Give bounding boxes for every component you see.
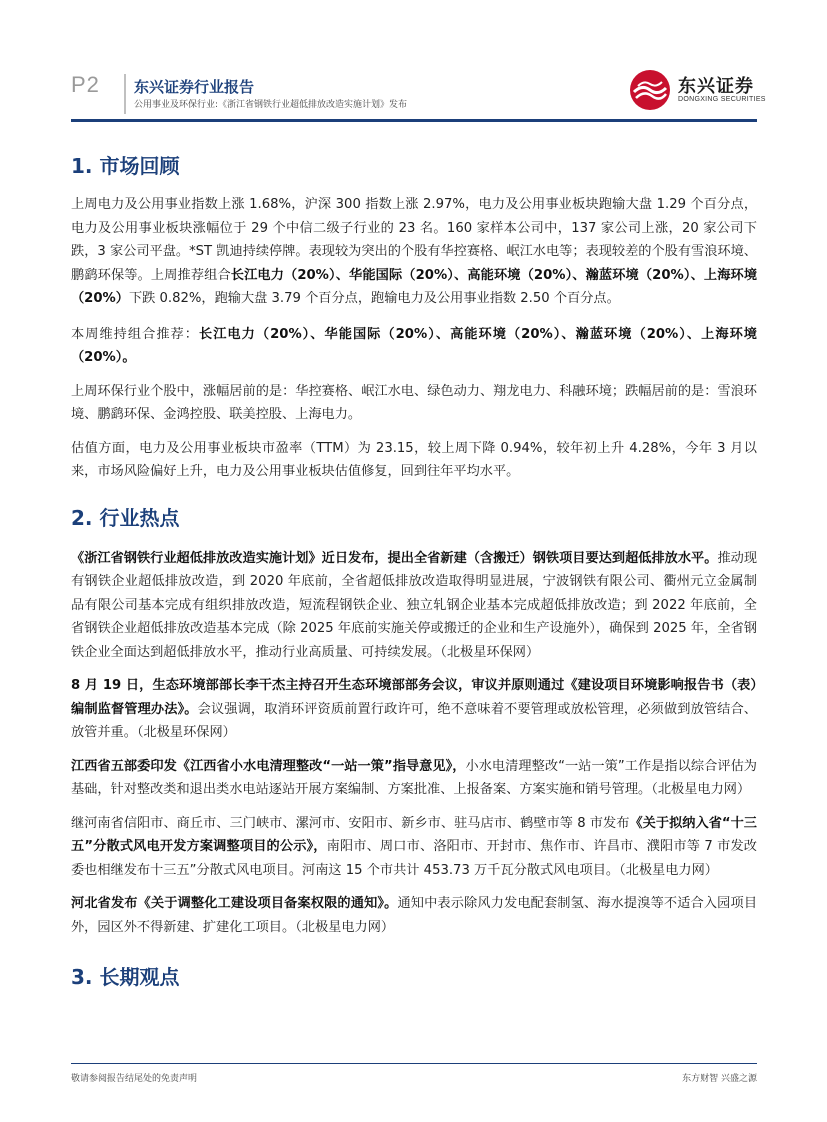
paragraph (71, 892, 757, 939)
bold-text: 《关于拟纳入省“十三五”分散式风电开发方案调整项目的公示》， (71, 815, 757, 854)
bold-text: 河北省发布《关于调整化工建设项目备案权限的通知》。 (71, 896, 398, 911)
report-body (71, 150, 757, 990)
section-heading: 2. 行业热点 (71, 505, 180, 530)
section-heading: 1. 市场回顾 (71, 154, 180, 178)
paragraph (71, 193, 757, 311)
paragraph (71, 323, 757, 370)
text-run: 会议强调，取消环评资质前置行政许可，绝不意味着不要管理或放松管理，必须做到放管结合、放管并重。（北极星环保网） (71, 701, 757, 740)
logo-emblem-icon (628, 68, 672, 112)
paragraph (71, 547, 757, 665)
page-number: P2 (71, 72, 100, 97)
footer-slogan: 东方财智 兴盛之源 (682, 1074, 757, 1084)
disclaimer-note: 敬请参阅报告结尾处的免责声明 (71, 1074, 198, 1084)
bold-text: 8 月 19 日，生态环境部部长李干杰主持召开生态环境部部务会议，审议并原则通过《建设项目环境影响报告书（表）编制监督管理办法》。 (71, 678, 757, 717)
paragraph (71, 755, 757, 802)
page-header (0, 0, 827, 125)
logo-english-name: DONGXING SECURITIES (678, 96, 766, 103)
text-run: 估值方面，电力及公用事业板块市盈率（TTM）为 23.15，较上周下降 0.94%，较年初上升 4.28%，今年 3 月以来，市场风险偏好上升，电力及公用事业板块估值修复，回到往年平均水平。 (71, 440, 757, 479)
report-title: 东兴证券行业报告 (134, 78, 255, 96)
paragraph (71, 380, 757, 427)
text-run: 通知中表示除风力发电配套制氢、海水提溴等不适合入园项目外，园区外不得新建、扩建化工项目。（北极星电力网） (71, 896, 758, 935)
paragraph (71, 437, 757, 484)
report-subtitle: 公用事业及环保行业:《浙江省钢铁行业超低排放改造实施计划》发布 (134, 100, 408, 110)
header-rule (71, 119, 757, 122)
text-run: 下跌 0.82%，跑输大盘 3.79 个百分点，跑输电力及公用事业指数 2.50 个百分点。 (128, 291, 620, 306)
footer-rule (71, 1063, 757, 1064)
header-divider (124, 74, 126, 114)
section-heading: 3. 长期观点 (71, 965, 180, 989)
text-run: 上周电力及公用事业指数上涨 1.68%，沪深 300 指数上涨 2.97%，电力及公用事业板块跑输大盘 1.29 个百分点，电力及公用事业板块涨幅位于 29 个中信二级子行业的 23 名。160 家样本公司中，137 家公司上涨，20 家公司下跌，3 家公司平盘。*ST 凯迪持续停牌。表现较为突出的个股有华控赛格、岷江水电等；表现较差的个股有雪浪环境、鹏鹞环保等。上周推荐组合 (71, 197, 757, 283)
bold-text: 《浙江省钢铁行业超低排放改造实施计划》近日发布，提出全省新建（含搬迁）钢铁项目要达到超低排放水平。 (71, 550, 718, 566)
company-logo (628, 66, 768, 114)
logo-name: 东兴证券 (678, 76, 754, 97)
text-run: 继河南省信阳市、商丘市、三门峡市、漯河市、安阳市、新乡市、驻马店市、鹤壁市等 8 市发布 (71, 815, 630, 831)
bold-text: 长江电力（20%）、华能国际（20%）、高能环境（20%）、瀚蓝环境（20%）、上海环境（20%） (71, 267, 758, 306)
paragraph (71, 674, 757, 745)
text-run: 南阳市、周口市、洛阳市、开封市、焦作市、许昌市、濮阳市等 7 市发改委也相继发布十三五”分散式风电项目。河南这 15 个市共计 453.73 万千瓦分散式风电项目。（北极星电力网） (71, 839, 757, 878)
text-run: 小水电清理整改“一站一策”工作是指以综合评估为基础，针对整改类和退出类水电站逐站开展方案编制、方案批准、上报备案、方案实施和销号管理。（北极星电力网） (71, 758, 757, 797)
paragraph (71, 812, 757, 883)
text-run: 上周环保行业个股中，涨幅居前的是：华控赛格、岷江水电、绿色动力、翔龙电力、科融环境；跌幅居前的是：雪浪环境、鹏鹞环保、金鸿控股、联美控股、上海电力。 (71, 383, 757, 422)
text-run: 本周维持组合推荐： (71, 326, 199, 342)
bold-text: 江西省五部委印发《江西省小水电清理整改“一站一策”指导意见》， (71, 758, 466, 774)
text-run: 推动现有钢铁企业超低排放改造，到 2020 年底前，全省超低排放改造取得明显进展，宁波钢铁有限公司、衢州元立金属制品有限公司基本完成有组织排放改造，短流程钢铁企业、独立轧钢企业基本完成超低排放改造；到 2022 年底前，全省钢铁企业超低排放改造基本完成（除 2025 年底前实施关停或搬迁的企业和生产设施外），确保到 2025 年，全省钢铁企业全面达到超低排放水平，推动行业高质量、可持续发展。（北极星环保网） (71, 550, 758, 660)
bold-text: 长江电力（20%）、华能国际（20%）、高能环境（20%）、瀚蓝环境（20%）、上海环境（20%）。 (71, 326, 757, 365)
